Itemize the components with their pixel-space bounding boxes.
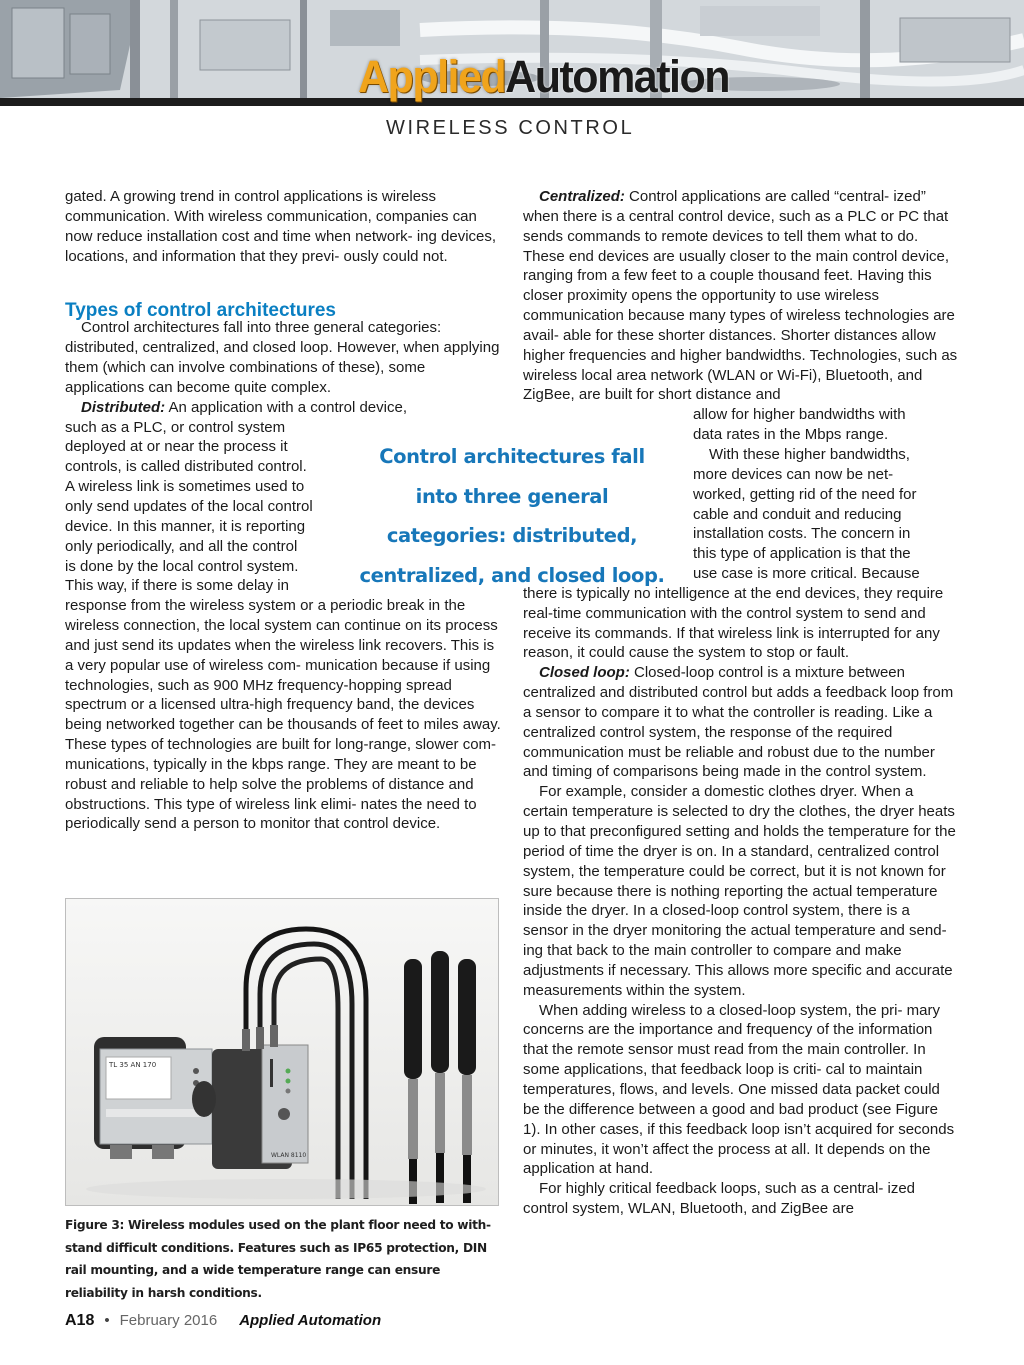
- header-banner: [0, 0, 1024, 106]
- distributed-narrow-line: A wireless link is sometimes used to: [65, 478, 305, 496]
- device-label: TL 35 AN 170: [109, 1061, 157, 1069]
- distributed-narrow-line: deployed at or near the process it: [65, 438, 288, 456]
- dryer-example-paragraph: For example, consider a domestic clothes dryer. When a certain temperature is selected to dry the clothes, the dryer heats up to that preconfigured setting and holds the temperature for the period of time the dryer is on. In a standard, centralized control system, the temperature could be correct, but it is not known for sure because there is nothing reporting the actual temperature inside the dryer. In a closed-loop control system, there is a sensor in the dryer monitoring the actual temperature and send- ing that back to the main controller to compare and make adjustments if necessary. This allows more specific and accurate measurements within the system.: [523, 783, 956, 999]
- figure-photo: [65, 898, 499, 1206]
- centralized-paragraph: [523, 187, 959, 405]
- magazine-logo: [358, 52, 729, 102]
- section-heading: Types of control architectures: [65, 300, 336, 321]
- section-label: WIRELESS CONTROL: [386, 117, 635, 139]
- figure-caption: Figure 3: Wireless modules used on the plant floor need to with- stand difficult conditions. Features such as IP65 protection, DIN rail mounting, and a wide temperature range can ensure reliability in harsh conditions.: [65, 1218, 491, 1300]
- closed-loop-lead: Closed loop:: [539, 664, 630, 682]
- logo-word-automation: Automation: [505, 52, 730, 103]
- distributed-rest-paragraph: response from the wireless system or a periodic break in the wireless connection, the local system can continue on its process and just send its updates when the wireless link recovers. This is a very popular use of wireless com- munication because if using technologies, such as 900 MHz frequency-hopping spread spectrum or a licensed ultra-high frequency band, the devices being networked together can be thousands of feet to miles away. These types of technologies are built for long-range, slower com- munications, typically in the kbps range. They are meant to be robust and reliable to help solve the problems of distance and obstructions. This type of wireless link elimi- nates the need to periodically send a person to monitor that control device.: [65, 597, 501, 833]
- distributed-narrow-line: This way, if there is some delay in: [65, 577, 289, 595]
- critical-loops-paragraph: For highly critical feedback loops, such as a central- ized control system, WLAN, Bluetooth, and ZigBee are: [523, 1180, 916, 1218]
- distributed-narrow-line: only periodically, and all the control: [65, 537, 298, 555]
- distributed-narrow-line: device. In this manner, it is reporting: [65, 517, 306, 535]
- distributed-narrow-line: controls, is called distributed control.: [65, 458, 307, 476]
- closed-loop-text: Closed-loop control is a mixture between centralized and distributed control but adds a feedback loop from a sensor to compare it to what the controller is reading. Like a centralized control system, the response of the required communication must be reliable and robust due to the number and timing of comparisons being made in the control system.: [523, 664, 954, 781]
- centralized-narrow-line: use case is more critical. Because: [693, 565, 920, 583]
- centralized-text: Control applications are called “central- ized” when there is a central control device, such as a PLC or PC that sends commands to remote devices to tell them what to do. These end devices are usually closer to the main control device, ranging from a few feet to a couple thousand feet. Having this closer proximity opens the opportunity to use wireless communication because many types of wireless technologies are avail- able for these shorter distances. Shorter distances allow higher frequencies and higher bandwidths. Technologies, such as wireless local area network (WLAN or Wi-Fi), Bluetooth, and ZigBee, are built for short distance and: [523, 188, 958, 404]
- intro-paragraph: gated. A growing trend in control applications is wireless communication. With wireless communication, companies can now reduce installation cost and time when network- ing devices, locations, and information that they previ- ously could not.: [65, 188, 497, 265]
- centralized-narrow-line: worked, getting rid of the need for: [693, 485, 917, 503]
- distributed-first-line: [65, 398, 501, 418]
- right-column: [523, 187, 959, 1219]
- issue-date: February 2016: [119, 1312, 218, 1329]
- centralized-lead: Centralized:: [539, 188, 625, 205]
- centralized-narrow-line: cable and conduit and reducing: [693, 505, 902, 523]
- centralized-narrow-line: With these higher bandwidths,: [709, 445, 910, 463]
- distributed-narrow-line: only send updates of the local control: [65, 497, 313, 515]
- logo-word-applied: Applied: [358, 52, 506, 103]
- page-number: A18: [65, 1312, 95, 1329]
- categories-paragraph: Control architectures fall into three general categories: distributed, centralized, and closed loop. However, when applying them (which can involve combinations of these), some applications can become quite complex.: [65, 319, 500, 396]
- centralized-narrow-line: allow for higher bandwidths with: [693, 406, 906, 424]
- distributed-first-text: An application with a control device,: [168, 398, 407, 416]
- footer-bullet: •: [104, 1312, 110, 1329]
- distributed-narrow-line: such as a PLC, or control system: [65, 418, 286, 436]
- distributed-narrow-line: is done by the local control system.: [65, 557, 299, 575]
- centralized-rest-paragraph: there is typically no intelligence at the end devices, they require real-time communication with the control system to send and receive its commands. If that wireless link is interrupted for any reason, it could cause the system to stop or fault.: [523, 584, 944, 662]
- pull-quote: Control architectures fall into three general categories: distributed, centralized, and closed loop.: [359, 445, 665, 587]
- magazine-name: Applied Automation: [239, 1312, 382, 1329]
- device-label: WLAN 8110: [271, 1152, 307, 1159]
- centralized-narrow-line: more devices can now be net-: [693, 465, 894, 483]
- centralized-narrow-line: this type of application is that the: [693, 545, 911, 563]
- closed-loop-paragraph: [523, 663, 959, 782]
- wireless-modules-image: [66, 899, 499, 1206]
- centralized-narrow-line: installation costs. The concern in: [693, 525, 911, 543]
- page-footer: [65, 1312, 381, 1330]
- distributed-lead: Distributed:: [81, 398, 166, 416]
- centralized-narrow-line: data rates in the Mbps range.: [693, 426, 889, 444]
- adding-wireless-paragraph: When adding wireless to a closed-loop system, the pri- mary concerns are the importance and frequency of the information that the remote sensor must read from the main controller. In some applications, that feedback loop is criti- cal to maintain temperatures, flows, and levels. One missed data packet could be the difference between a good and bad product (see Figure 1). In other cases, if this feedback loop isn’t acquired for seconds or minutes, it won’t affect the process at all. It depends on the application at hand.: [523, 1001, 955, 1178]
